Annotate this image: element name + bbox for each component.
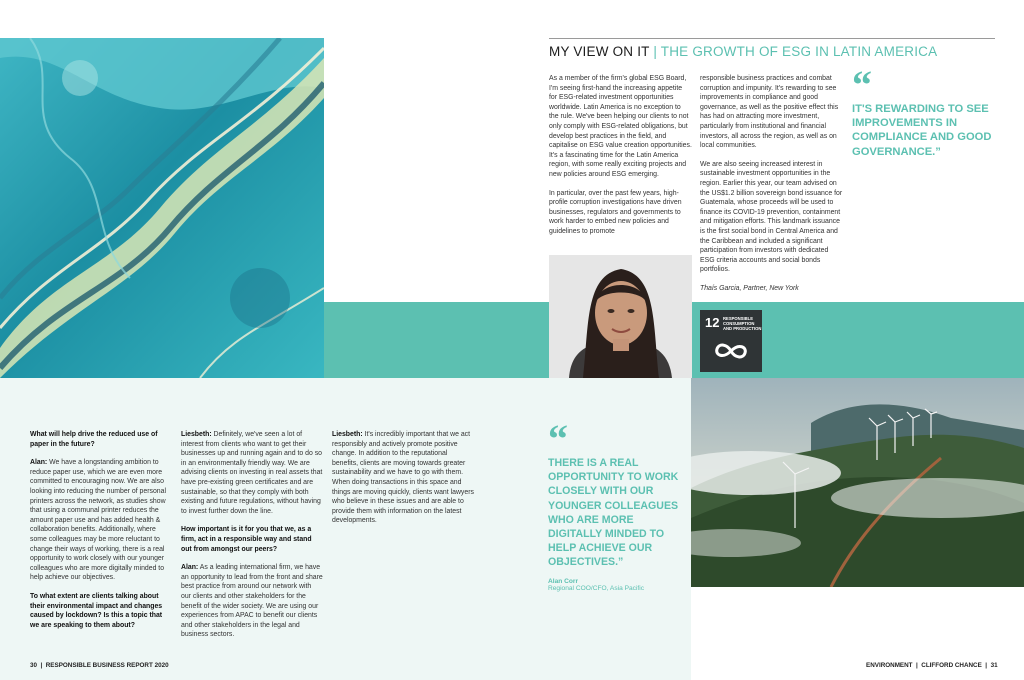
pull-quote-bottom <box>548 416 683 592</box>
interview-column-3 <box>332 430 474 535</box>
interview-answer <box>30 458 172 583</box>
wind-farm-landscape-photo <box>691 378 1024 587</box>
heading-separator: | <box>653 44 658 59</box>
answer-text: It's incredibly important that we act responsibly and actively promote positive change. In addition to the reputational benefits, clients are moving towards greater sustainability and we have to go with them. When doing transactions in this space and things are moving quickly, clients want lawyers who believe in these issues and are able to provide them with information on the latest developments. <box>332 431 474 525</box>
marble-artwork-image <box>0 38 324 378</box>
question-text: What will help drive the reduced use of paper in the future? <box>30 431 158 448</box>
speaker-name: Alan: <box>181 564 199 572</box>
pull-quote-text: IT'S REWARDING TO SEE IMPROVEMENTS IN COMPLIANCE AND GOOD GOVERNANCE.” <box>852 103 992 158</box>
speaker-name: Liesbeth: <box>181 431 212 438</box>
article-column-2 <box>700 74 843 302</box>
article-attribution: Thaís Garcia, Partner, New York <box>700 284 799 292</box>
quote-mark-icon: “ <box>548 416 568 461</box>
article-paragraph: In particular, over the past few years, high-profile corruption investigations have driven businesses, regulators and governments to work harder to embed new policies and guidelines to promote <box>549 189 682 235</box>
answer-text: We have a longstanding ambition to reduce paper use, which we are even more committed to encouraging now. We are also looking into reducing the number of personal printers across the network, as studies show that using a communal printer reduces the amount paper use and has added health & collaboration benefits. Additionally, where some colleagues may be more reluctant to change their ways of working, there is a real opportunity to work closely with our younger colleagues who are more digitally minded to help achieve our objectives. <box>30 459 166 582</box>
quote-author-role: Regional COO/CFO, Asia Pacific <box>548 584 645 592</box>
sdg-label-line: AND PRODUCTION <box>723 326 762 331</box>
sdg-label <box>723 316 761 331</box>
infinity-icon <box>712 340 750 362</box>
sdg-number: 12 <box>705 315 720 330</box>
page-heading <box>549 44 937 59</box>
answer-text: As a leading international firm, we have an opportunity to lead from the front and share best practice from around our network with our clients and other stakeholders for the benefit of the wider society. We are using our experiences from APAC to benefit our clients and other stakeholders in the legal and business sectors. <box>181 564 323 639</box>
speaker-name: Alan: <box>30 459 48 467</box>
pull-quote-text: THERE IS A REAL OPPORTUNITY TO WORK CLOSELY WITH OUR YOUNGER COLLEAGUES WHO ARE MORE DIGITALLY MINDED TO HELP ACHIEVE OUR OBJECTIVES.” <box>548 457 679 569</box>
interview-question <box>30 592 172 630</box>
sdg-label-line: RESPONSIBLE <box>723 316 754 321</box>
interview-column-2 <box>181 430 323 649</box>
heading-title: MY VIEW ON IT <box>549 44 650 59</box>
quote-mark-icon: “ <box>852 62 872 107</box>
interview-question <box>181 525 323 554</box>
speaker-name: Liesbeth: <box>332 431 363 438</box>
interview-question <box>30 430 172 449</box>
quote-author-name: Alan Corr <box>548 577 579 585</box>
footer-left: 30 | RESPONSIBLE BUSINESS REPORT 2020 <box>30 662 169 669</box>
heading-subtitle: THE GROWTH OF ESG IN LATIN AMERICA <box>660 44 938 59</box>
interview-answer <box>181 563 323 640</box>
sdg-label-line: CONSUMPTION <box>723 321 755 326</box>
article-paragraph: responsible business practices and combat corruption and impunity. It's rewarding to see improvements in compliance and good governance, as well as the positive effect this has had on attracting more investment, particularly from institutional and financial investors, all across the region, as well as on local communities. <box>700 75 839 150</box>
article-paragraph: We are also seeing increased interest in sustainable investment opportunities in the region. Earlier this year, our team advised on the US$1.2 billion sovereign bond issuance for Guatemala, whose proceeds will be used to finance its COVID-19 prevention, containment and mitigation efforts. This landmark issuance is the first social bond in Central America and the Caribbean and included a significant participation from investors with dedicated ESG criteria accounts and social bonds portfolios. <box>700 160 843 274</box>
header-rule <box>549 38 995 39</box>
pull-quote-top <box>852 62 1002 159</box>
interview-column-1 <box>30 430 172 639</box>
article-column-1 <box>549 74 692 246</box>
article-paragraph: As a member of the firm's global ESG Board, I'm seeing first-hand the increasing appetite for ESG-related investment opportunities worldwide. Latin America is no exception to the rule. We've been helping our clients to not only comply with ESG-related obligations, but develop best practices in the field, and capitalise on ESG value creation opportunities. It's a fascinating time for the Latin America region, with some really exciting projects and new policies around ESG emerging. <box>549 75 692 178</box>
question-text: How important is it for you that we, as a firm, act in a responsible way and stand out from amongst our peers? <box>181 526 312 553</box>
question-text: To what extent are clients talking about their environmental impact and changes caused by lockdown? Is this a topic that we are speaking to them about? <box>30 592 163 629</box>
interview-answer <box>332 430 474 526</box>
footer-right: ENVIRONMENT | CLIFFORD CHANCE | 31 <box>866 662 998 669</box>
portrait-photo <box>549 255 692 378</box>
answer-text: Definitely, we've seen a lot of interest from clients who want to get their businesses up and running again and to do so in an environmentally friendly way. We are advising clients on investing in real assets that have pre-existing green certificates and are sustainable, so that they comply with both existing and future regulations, without having to invest further down the line. <box>181 431 323 515</box>
interview-answer <box>181 430 323 516</box>
sdg-12-badge <box>700 310 762 372</box>
